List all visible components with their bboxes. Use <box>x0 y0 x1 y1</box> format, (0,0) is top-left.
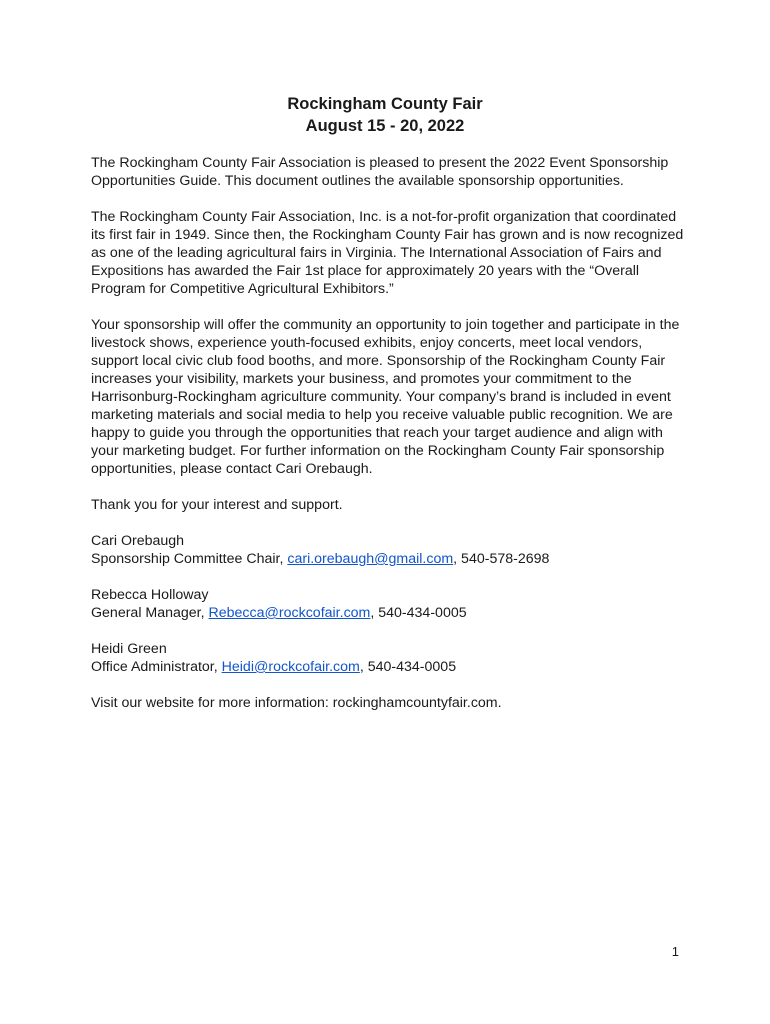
page-number: 1 <box>671 944 679 959</box>
website-paragraph: Visit our website for more information: rockinghamcountyfair.com. <box>91 695 502 711</box>
title-block <box>0 93 770 137</box>
contact-block <box>91 640 691 676</box>
email-link[interactable]: cari.orebaugh@gmail.com <box>287 551 454 567</box>
contact-block <box>91 532 691 568</box>
document-body <box>91 154 691 730</box>
contact-line <box>91 550 691 568</box>
contact-line <box>91 658 691 676</box>
intro-paragraph: The Rockingham County Fair Association is pleased to present the 2022 Event Sponsorship Opportunities Guide. This document outlines the available sponsorship opportunities. <box>91 155 669 189</box>
sponsorship-paragraph: Your sponsorship will offer the community an opportunity to join together and participate in the livestock shows, experience youth-focused exhibits, enjoy concerts, meet local vendors, support local civic club food booths, and more. Sponsorship of the Rockingham County Fair increases your visibility, markets your business, and promotes your commitment to the Harrisonburg-Rockingham agriculture community. Your company’s brand is included in event marketing materials and social media to help you receive valuable public recognition. We are happy to guide you through the opportunities that reach your target audience and align with your marketing budget. For further information on the Rockingham County Fair sponsorship opportunities, please contact Cari Orebaugh. <box>91 317 680 477</box>
contact-phone: , 540-578-2698 <box>453 551 550 567</box>
contact-name: Cari Orebaugh <box>91 533 185 549</box>
about-paragraph: The Rockingham County Fair Association, Inc. is a not-for-profit organization that coordinated its first fair in 1949. Since then, the Rockingham County Fair has grown and is now recognized as one of the leading agricultural fairs in Virginia. The International Association of Fairs and Expositions has awarded the Fair 1st place for approximately 20 years with the “Overall Program for Competitive Agricultural Exhibitors.” <box>91 209 684 297</box>
contact-role: General Manager, <box>91 605 209 621</box>
contact-line <box>91 604 691 622</box>
email-link[interactable]: Heidi@rockcofair.com <box>221 659 360 675</box>
contact-block <box>91 586 691 622</box>
thank-you-paragraph: Thank you for your interest and support. <box>91 497 343 513</box>
contact-phone: , 540-434-0005 <box>359 659 457 675</box>
contact-name: Heidi Green <box>91 641 167 657</box>
email-link[interactable]: Rebecca@rockcofair.com <box>208 605 371 621</box>
contact-role: Sponsorship Committee Chair, <box>91 551 288 567</box>
contact-role: Office Administrator, <box>91 659 222 675</box>
event-dates: August 15 - 20, 2022 <box>305 117 465 135</box>
contact-phone: , 540-434-0005 <box>370 605 467 621</box>
contact-name: Rebecca Holloway <box>91 587 209 603</box>
document-title: Rockingham County Fair <box>287 95 483 113</box>
